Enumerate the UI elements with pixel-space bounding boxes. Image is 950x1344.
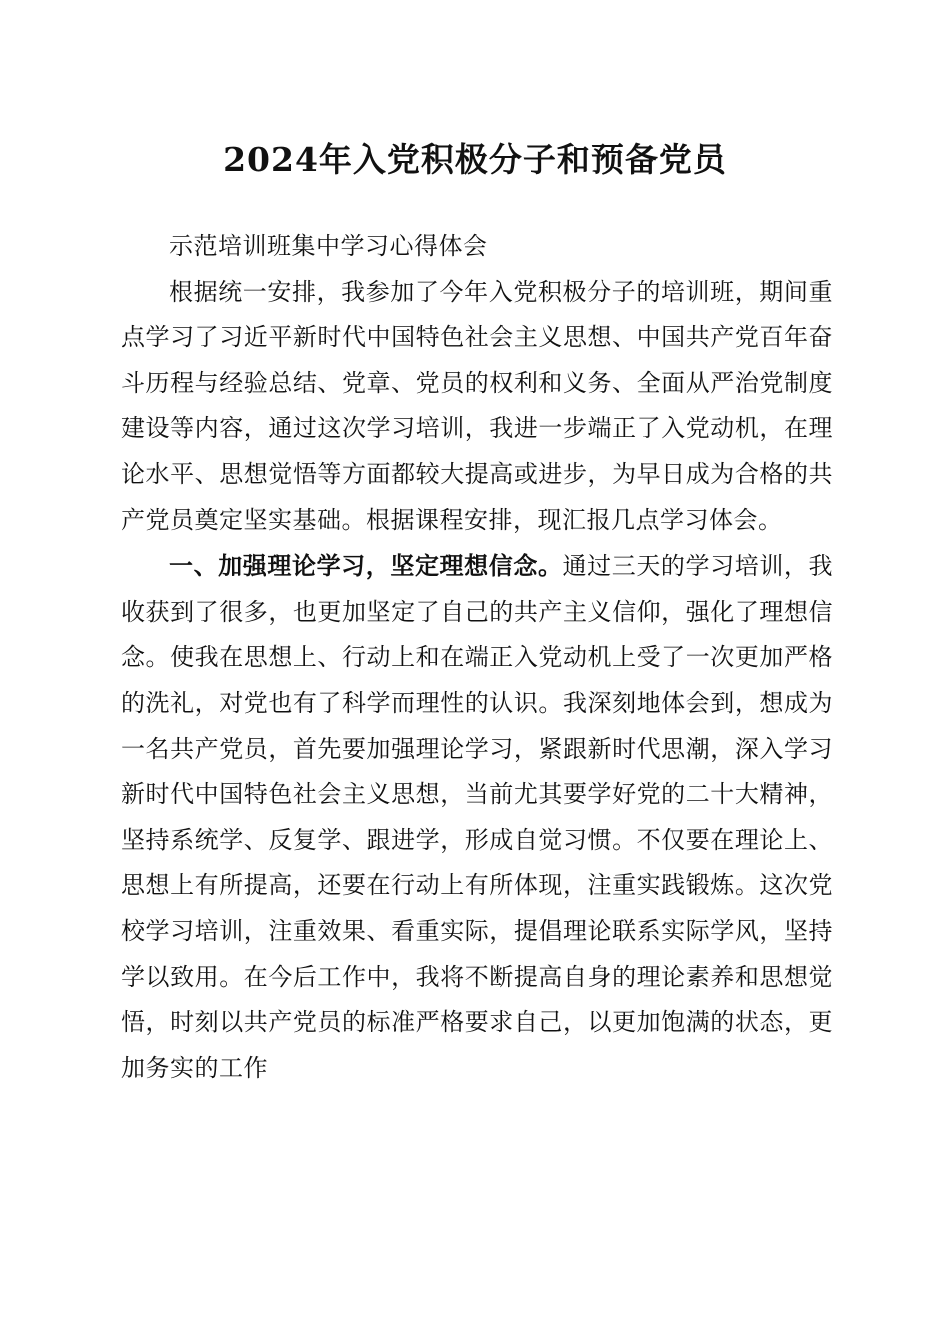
document-title: 2024年入党积极分子和预备党员 (223, 140, 727, 179)
document-body (121, 224, 833, 1091)
subtitle-paragraph: 示范培训班集中学习心得体会 (169, 232, 488, 260)
section-1-heading: 一、加强理论学习，坚定理想信念。 (169, 551, 563, 581)
section-1-paragraph (121, 543, 833, 1091)
intro-paragraph: 根据统一安排，我参加了今年入党积极分子的培训班，期间重点学习了习近平新时代中国特色社会主义思想、中国共产党百年奋斗历程与经验总结、党章、党员的权利和义务、全面从严治党制度建设等内容，通过这次学习培训，我进一步端正了入党动机，在理论水平、思想觉悟等方面都较大提高或进步，为早日成为合格的共产党员奠定坚实基础。根据课程安排，现汇报几点学习体会。 (121, 277, 833, 534)
section-1-text: 通过三天的学习培训，我收获到了很多，也更加坚定了自己的共产主义信仰，强化了理想信念。使我在思想上、行动上和在端正入党动机上受了一次更加严格的洗礼，对党也有了科学而理性的认识。我深刻地体会到，想成为一名共产党员，首先要加强理论学习，紧跟新时代思潮，深入学习新时代中国特色社会主义思想，当前尤其要学好党的二十大精神，坚持系统学、反复学、跟进学，形成自觉习惯。不仅要在理论上、思想上有所提高，还要在行动上有所体现，注重实践锻炼。这次党校学习培训，注重效果、看重实际，提倡理论联系实际学风，坚持学以致用。在今后工作中，我将不断提高自身的理论素养和思想觉悟，时刻以共产党员的标准严格要求自己，以更加饱满的状态，更加务实的工作 (121, 552, 834, 1082)
